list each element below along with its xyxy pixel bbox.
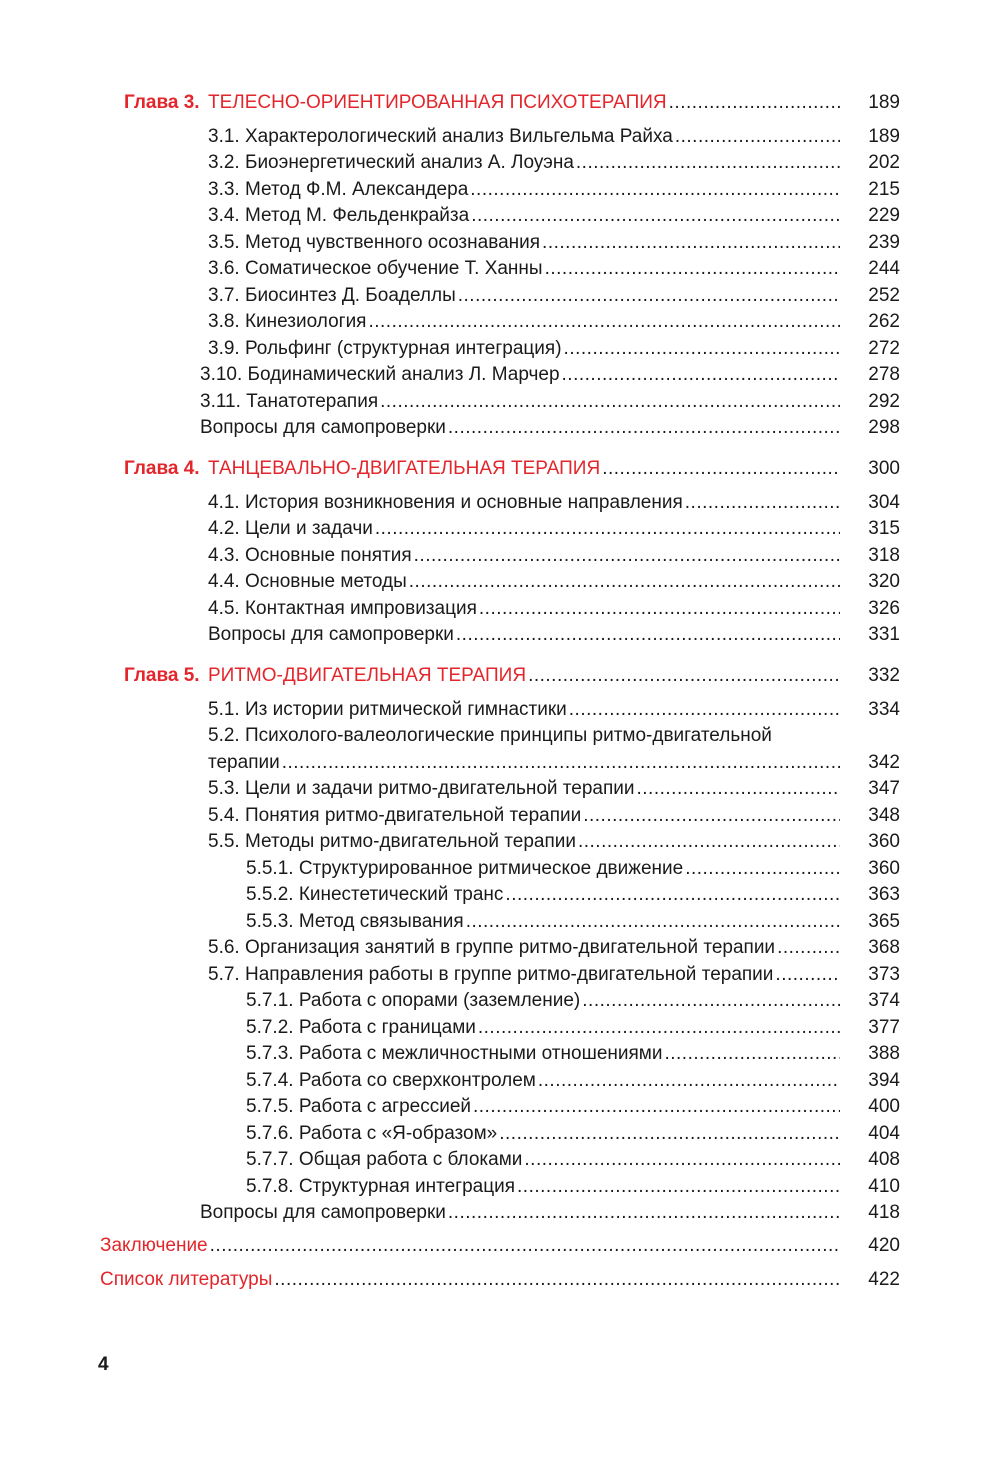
entry-title: 5.7.3. Работа с межличностными отношениями bbox=[246, 1043, 663, 1064]
page-ref: 326 bbox=[868, 598, 900, 619]
entry-title: Список литературы bbox=[100, 1269, 273, 1290]
toc-entry[interactable] bbox=[0, 177, 1000, 203]
toc-entry[interactable] bbox=[0, 962, 1000, 988]
toc-entry[interactable] bbox=[0, 856, 1000, 882]
leader-dots bbox=[368, 309, 840, 335]
leader-dots bbox=[375, 516, 840, 542]
leader-dots bbox=[466, 909, 840, 935]
entry-title: 3.10. Бодинамический анализ Л. Марчер bbox=[200, 364, 560, 385]
toc-entry[interactable] bbox=[0, 1094, 1000, 1120]
page-ref: 298 bbox=[868, 417, 900, 438]
leader-dots bbox=[409, 569, 840, 595]
entry-title: 5.7.6. Работа с «Я-образом» bbox=[246, 1123, 498, 1144]
leader-dots bbox=[602, 456, 840, 482]
leader-dots bbox=[478, 1015, 840, 1041]
toc-entry[interactable] bbox=[0, 1174, 1000, 1200]
page-ref: 365 bbox=[868, 911, 900, 932]
chapter-5-heading[interactable] bbox=[0, 663, 1000, 689]
toc-entry[interactable] bbox=[0, 150, 1000, 176]
leader-dots bbox=[380, 389, 840, 415]
entry-title: 5.5.3. Метод связывания bbox=[246, 911, 464, 932]
leader-dots bbox=[664, 1041, 840, 1067]
toc-entry[interactable] bbox=[0, 596, 1000, 622]
chapter-4-heading[interactable] bbox=[0, 456, 1000, 482]
leader-dots bbox=[448, 1200, 840, 1226]
entry-title-line2: терапии bbox=[208, 752, 280, 773]
entry-title: 3.3. Метод Ф.М. Александера bbox=[208, 179, 469, 200]
leader-dots bbox=[473, 1094, 840, 1120]
entry-title: 3.11. Танатотерапия bbox=[200, 391, 379, 412]
page-ref: 292 bbox=[868, 391, 900, 412]
page-ref: 348 bbox=[868, 805, 900, 826]
entry-title: 5.4. Понятия ритмо-двигательной терапии bbox=[208, 805, 582, 826]
entry-title: 5.7. Направления работы в группе ритмо-двигательной терапии bbox=[208, 964, 774, 985]
page-ref: 404 bbox=[868, 1123, 900, 1144]
chapter-title: ТАНЦЕВАЛЬНО-ДВИГАТЕЛЬНАЯ ТЕРАПИЯ bbox=[208, 458, 601, 479]
page-ref: 318 bbox=[868, 545, 900, 566]
page-ref: 388 bbox=[868, 1043, 900, 1064]
chapter-title: ТЕЛЕСНО-ОРИЕНТИРОВАННАЯ ПСИХОТЕРАПИЯ bbox=[208, 92, 667, 113]
leader-dots bbox=[524, 1147, 840, 1173]
leader-dots bbox=[542, 230, 840, 256]
entry-title: 5.5.1. Структурированное ритмическое движение bbox=[246, 858, 684, 879]
page-ref: 300 bbox=[868, 458, 900, 479]
leader-dots bbox=[505, 882, 840, 908]
leader-dots bbox=[576, 150, 840, 176]
leader-dots bbox=[470, 177, 840, 203]
entry-title: 4.1. История возникновения и основные направления bbox=[208, 492, 683, 513]
toc-entry[interactable] bbox=[0, 516, 1000, 542]
toc-entry[interactable] bbox=[0, 882, 1000, 908]
entry-title: Вопросы для самопроверки bbox=[200, 417, 446, 438]
leader-dots bbox=[479, 596, 840, 622]
page-ref: 315 bbox=[868, 518, 900, 539]
toc-entry[interactable] bbox=[0, 256, 1000, 282]
entry-title: 5.6. Организация занятий в группе ритмо-двигательной терапии bbox=[208, 937, 776, 958]
leader-dots bbox=[471, 203, 840, 229]
leader-dots bbox=[458, 283, 840, 309]
leader-dots bbox=[274, 1267, 840, 1293]
entry-title: Заключение bbox=[100, 1235, 208, 1256]
leader-dots bbox=[545, 256, 840, 282]
toc-entry[interactable] bbox=[0, 776, 1000, 802]
leader-dots bbox=[669, 90, 840, 116]
entry-title: 3.2. Биоэнергетический анализ А. Лоуэна bbox=[208, 152, 574, 173]
page-ref: 332 bbox=[868, 665, 900, 686]
leader-dots bbox=[448, 415, 840, 441]
toc-entry[interactable] bbox=[0, 336, 1000, 362]
toc-entry[interactable] bbox=[0, 622, 1000, 648]
chapter-label: Глава 4. bbox=[124, 458, 200, 479]
toc-entry[interactable] bbox=[0, 1015, 1000, 1041]
page-ref: 229 bbox=[868, 205, 900, 226]
leader-dots bbox=[583, 803, 840, 829]
page-ref: 215 bbox=[868, 179, 900, 200]
entry-title: 3.9. Рольфинг (структурная интеграция) bbox=[208, 338, 562, 359]
page-ref: 239 bbox=[868, 232, 900, 253]
entry-title: 5.7.8. Структурная интеграция bbox=[246, 1176, 516, 1197]
toc-entry-line2[interactable] bbox=[0, 750, 1000, 776]
entry-title: 3.4. Метод М. Фельденкрайза bbox=[208, 205, 470, 226]
leader-dots bbox=[582, 988, 840, 1014]
entry-title: 5.7.5. Работа с агрессией bbox=[246, 1096, 471, 1117]
page-ref: 347 bbox=[868, 778, 900, 799]
page-ref: 400 bbox=[868, 1096, 900, 1117]
page-ref: 189 bbox=[868, 92, 900, 113]
toc-entry[interactable] bbox=[0, 543, 1000, 569]
chapter-3-heading[interactable] bbox=[0, 90, 1000, 116]
entry-title: 4.2. Цели и задачи bbox=[208, 518, 373, 539]
page-ref: 334 bbox=[868, 699, 900, 720]
chapter-title: РИТМО-ДВИГАТЕЛЬНАЯ ТЕРАПИЯ bbox=[208, 665, 527, 686]
entry-title: 3.1. Характерологический анализ Вильгельма Райха bbox=[208, 126, 673, 147]
page-ref: 374 bbox=[868, 990, 900, 1011]
toc-entry[interactable] bbox=[0, 909, 1000, 935]
page-ref: 422 bbox=[868, 1269, 900, 1290]
toc-entry[interactable] bbox=[0, 203, 1000, 229]
entry-title: 4.5. Контактная импровизация bbox=[208, 598, 477, 619]
leader-dots bbox=[282, 750, 840, 776]
toc-entry[interactable] bbox=[0, 569, 1000, 595]
leader-dots bbox=[456, 622, 840, 648]
leader-dots bbox=[685, 490, 840, 516]
toc-entry[interactable] bbox=[0, 1068, 1000, 1094]
toc-conclusion[interactable] bbox=[0, 1233, 1000, 1259]
page-ref: 368 bbox=[868, 937, 900, 958]
leader-dots bbox=[538, 1068, 840, 1094]
page-ref: 408 bbox=[868, 1149, 900, 1170]
page-ref: 410 bbox=[868, 1176, 900, 1197]
toc-entry[interactable] bbox=[0, 935, 1000, 961]
entry-title: 3.7. Биосинтез Д. Боаделлы bbox=[208, 285, 456, 306]
chapter-label: Глава 5. bbox=[124, 665, 200, 686]
page-ref: 331 bbox=[868, 624, 900, 645]
entry-title: Вопросы для самопроверки bbox=[200, 1202, 446, 1223]
page-ref: 377 bbox=[868, 1017, 900, 1038]
toc-entry-line1[interactable] bbox=[0, 723, 1000, 749]
leader-dots bbox=[210, 1233, 840, 1259]
chapter-label: Глава 3. bbox=[124, 92, 200, 113]
toc-entry[interactable] bbox=[0, 697, 1000, 723]
page-ref: 418 bbox=[868, 1202, 900, 1223]
entry-title-line1: 5.2. Психолого-валеологические принципы ритмо-двигательной bbox=[208, 725, 772, 746]
entry-title: 5.7.4. Работа со сверхконтролем bbox=[246, 1070, 536, 1091]
toc-entry[interactable] bbox=[0, 1200, 1000, 1226]
page-ref: 320 bbox=[868, 571, 900, 592]
toc-entry[interactable] bbox=[0, 362, 1000, 388]
leader-dots bbox=[414, 543, 840, 569]
leader-dots bbox=[777, 935, 840, 961]
toc-references[interactable] bbox=[0, 1267, 1000, 1293]
page-ref: 202 bbox=[868, 152, 900, 173]
leader-dots bbox=[775, 962, 840, 988]
leader-dots bbox=[499, 1121, 840, 1147]
entry-title: 4.3. Основные понятия bbox=[208, 545, 412, 566]
page-number: 4 bbox=[98, 1354, 109, 1375]
entry-title: 5.3. Цели и задачи ритмо-двигательной терапии bbox=[208, 778, 635, 799]
page-ref: 373 bbox=[868, 964, 900, 985]
leader-dots bbox=[578, 829, 840, 855]
page-ref: 262 bbox=[868, 311, 900, 332]
leader-dots bbox=[528, 663, 840, 689]
leader-dots bbox=[685, 856, 840, 882]
page-ref: 278 bbox=[868, 364, 900, 385]
toc-entry[interactable] bbox=[0, 803, 1000, 829]
toc-entry[interactable] bbox=[0, 1147, 1000, 1173]
entry-title: 5.7.1. Работа с опорами (заземление) bbox=[246, 990, 581, 1011]
entry-title: 5.1. Из истории ритмической гимнастики bbox=[208, 699, 567, 720]
leader-dots bbox=[562, 362, 840, 388]
entry-title: Вопросы для самопроверки bbox=[208, 624, 454, 645]
toc-entry[interactable] bbox=[0, 829, 1000, 855]
entry-title: 5.7.7. Общая работа с блоками bbox=[246, 1149, 523, 1170]
page-ref: 360 bbox=[868, 831, 900, 852]
entry-title: 5.5. Методы ритмо-двигательной терапии bbox=[208, 831, 576, 852]
toc-entry[interactable] bbox=[0, 415, 1000, 441]
page-ref: 189 bbox=[868, 126, 900, 147]
leader-dots bbox=[569, 697, 840, 723]
entry-title: 3.5. Метод чувственного осознавания bbox=[208, 232, 541, 253]
leader-dots bbox=[675, 124, 840, 150]
entry-title: 5.7.2. Работа с границами bbox=[246, 1017, 476, 1038]
leader-dots bbox=[564, 336, 840, 362]
toc-entry[interactable] bbox=[0, 230, 1000, 256]
page-ref: 244 bbox=[868, 258, 900, 279]
page-ref: 252 bbox=[868, 285, 900, 306]
entry-title: 3.8. Кинезиология bbox=[208, 311, 367, 332]
toc-entry[interactable] bbox=[0, 1041, 1000, 1067]
toc-entry[interactable] bbox=[0, 309, 1000, 335]
leader-dots bbox=[517, 1174, 840, 1200]
page-ref: 342 bbox=[868, 752, 900, 773]
entry-title: 3.6. Соматическое обучение Т. Ханны bbox=[208, 258, 543, 279]
page-ref: 420 bbox=[868, 1235, 900, 1256]
toc-entry[interactable] bbox=[0, 283, 1000, 309]
page-ref: 394 bbox=[868, 1070, 900, 1091]
toc-entry[interactable] bbox=[0, 124, 1000, 150]
toc-entry[interactable] bbox=[0, 389, 1000, 415]
toc-entry[interactable] bbox=[0, 490, 1000, 516]
entry-title: 4.4. Основные методы bbox=[208, 571, 407, 592]
toc-entry[interactable] bbox=[0, 1121, 1000, 1147]
toc-entry[interactable] bbox=[0, 988, 1000, 1014]
entry-title: 5.5.2. Кинестетический транс bbox=[246, 884, 504, 905]
page-ref: 363 bbox=[868, 884, 900, 905]
page-ref: 304 bbox=[868, 492, 900, 513]
page-ref: 360 bbox=[868, 858, 900, 879]
leader-dots bbox=[637, 776, 841, 802]
page-ref: 272 bbox=[868, 338, 900, 359]
